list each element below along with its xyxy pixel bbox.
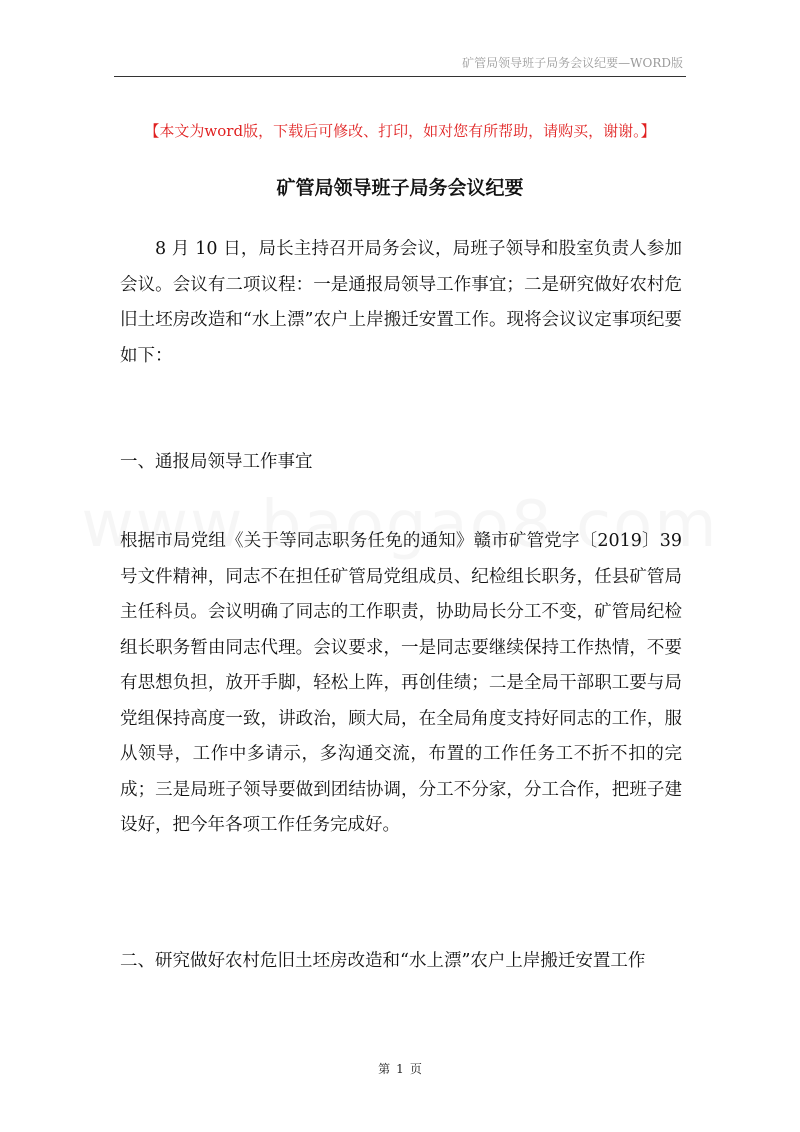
intro-paragraph: 8 月 10 日，局长主持召开局务会议，局班子领导和股室负责人参加会议。会议有二项议程：一是通报局领导工作事宜；二是研究做好农村危旧土坯房改造和“水上漂”农户上岸搬迁安置工作。现将会议议定事项纪要如下： [120, 239, 682, 366]
header-divider [114, 76, 686, 77]
page-prefix: 第 [378, 1062, 391, 1076]
section-body-1: 根据市局党组《关于等同志职务任免的通知》赣市矿管党字〔2019〕39 号文件精神，同志不在担任矿管局党组成员、纪检组长职务，任县矿管局主任科员。会议明确了同志的工作职责，协助局长分工不变，矿管局纪检组长职务暂由同志代理。会议要求，一是同志要继续保持工作热情，不要有思想负担，放开手脚，轻松上阵，再创佳绩；二是全局干部职工要与局党组保持高度一致，讲政治，顾大局，在全局角度支持好同志的工作，服从领导，工作中多请示，多沟通交流，布置的工作任务工不折不扣的完成；三是局班子领导要做到团结协调，分工不分家，分工合作，把班子建设好，把今年各项工作任务完成好。 [120, 531, 682, 835]
page-number: 1 [396, 1062, 404, 1076]
page-footer [0, 1060, 800, 1077]
document-title: 矿管局领导班子局务会议纪要 [276, 177, 524, 199]
running-header: 矿管局领导班子局务会议纪要—WORD版 [462, 56, 683, 70]
download-notice: 【本文为word版，下载后可修改、打印，如对您有所帮助，请购买，谢谢。】 [144, 122, 656, 140]
page-suffix: 页 [409, 1062, 422, 1076]
section-heading-2: 二、研究做好农村危旧土坯房改造和“水上漂”农户上岸搬迁安置工作 [120, 951, 646, 971]
section-heading-1: 一、通报局领导工作事宜 [120, 452, 313, 472]
